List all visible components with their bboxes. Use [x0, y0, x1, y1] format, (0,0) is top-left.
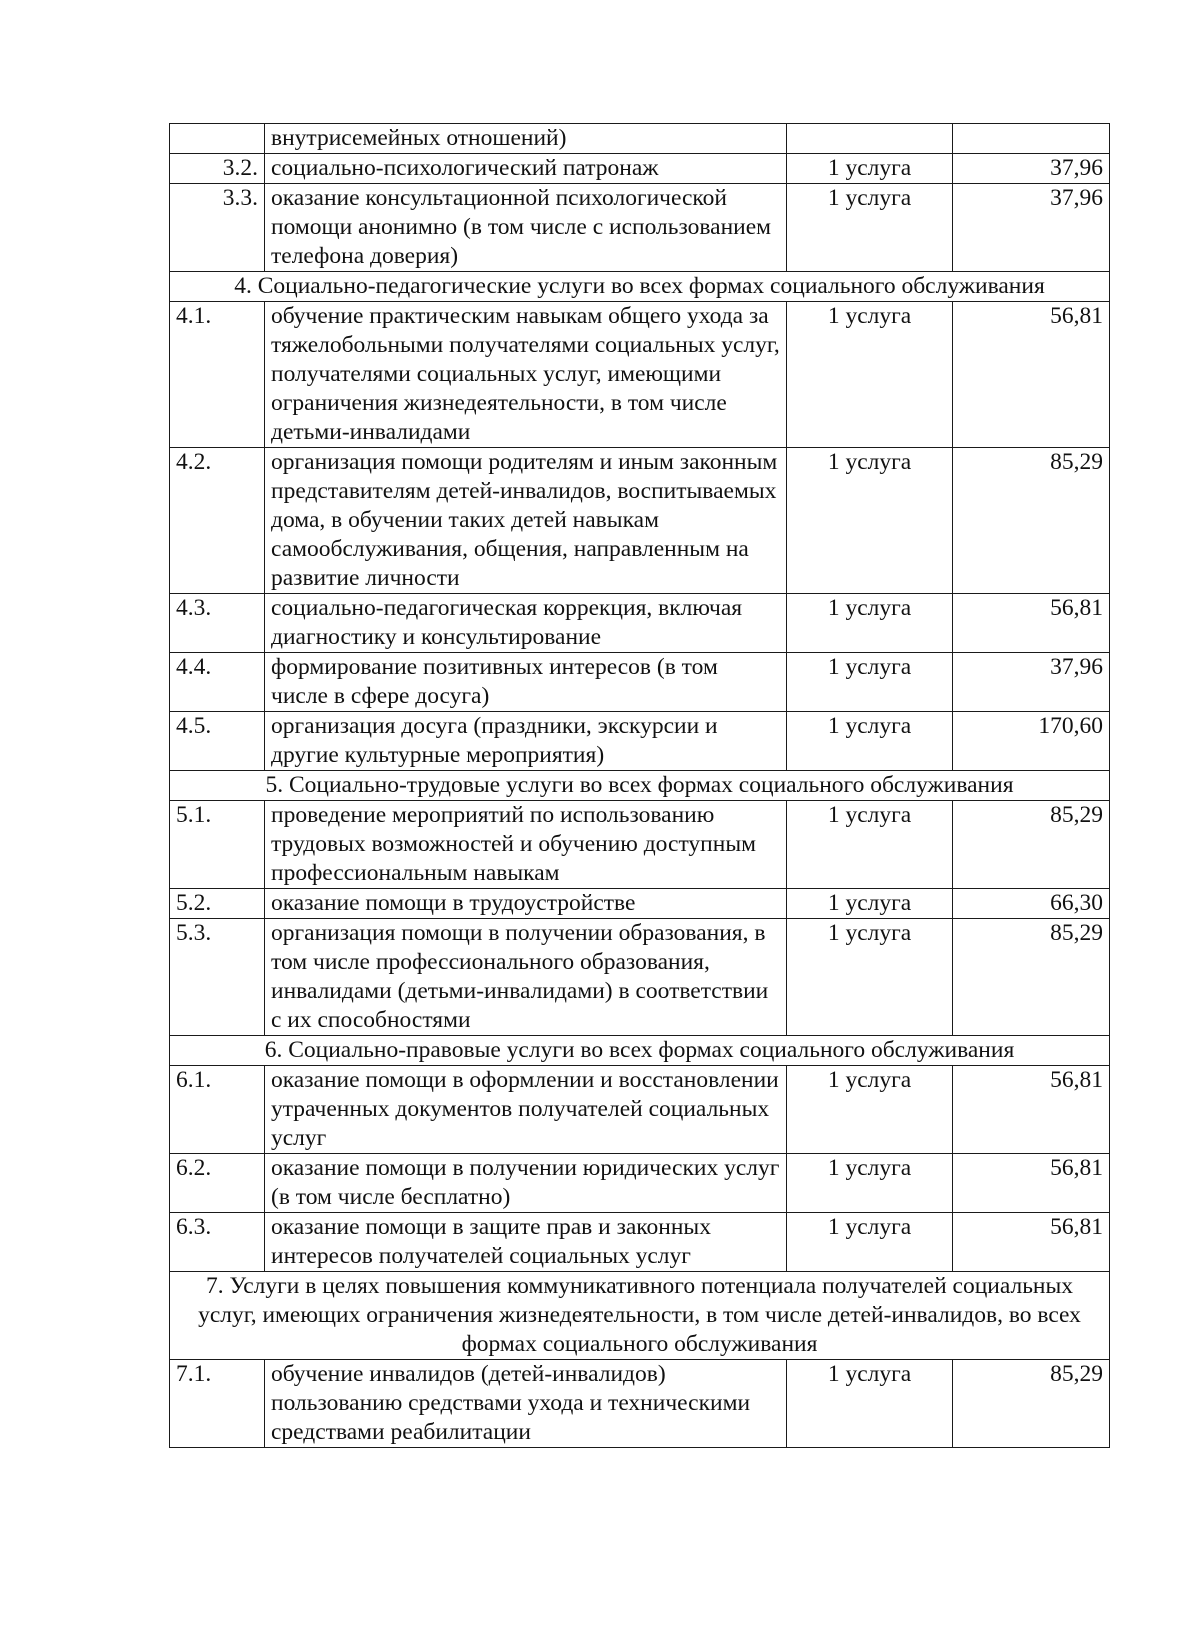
section-header-row	[170, 771, 1110, 801]
row-number: 6.1.	[170, 1066, 265, 1154]
tariff-price: 85,29	[953, 448, 1110, 594]
unit-of-measure: 1 услуга	[787, 302, 953, 448]
unit-of-measure: 1 услуга	[787, 154, 953, 184]
row-number: 3.2.	[170, 154, 265, 184]
service-name: организация помощи в получении образования, в том числе профессионального образования, инвалидами (детьми-инвалидами) в соответствии с их способностями	[265, 919, 787, 1036]
table-row	[170, 124, 1110, 154]
table-row	[170, 1154, 1110, 1213]
tariff-price: 66,30	[953, 889, 1110, 919]
service-name: проведение мероприятий по использованию трудовых возможностей и обучению доступным профессиональным навыкам	[265, 801, 787, 889]
row-number: 5.1.	[170, 801, 265, 889]
row-number: 4.5.	[170, 712, 265, 771]
tariff-price: 56,81	[953, 1213, 1110, 1272]
section-title: 5. Социально-трудовые услуги во всех формах социального обслуживания	[170, 771, 1110, 801]
row-number: 6.3.	[170, 1213, 265, 1272]
tariff-price: 170,60	[953, 712, 1110, 771]
table-row	[170, 919, 1110, 1036]
service-name: оказание помощи в трудоустройстве	[265, 889, 787, 919]
row-number: 4.3.	[170, 594, 265, 653]
service-name: внутрисемейных отношений)	[265, 124, 787, 154]
tariff-price: 56,81	[953, 1154, 1110, 1213]
service-name: обучение практическим навыкам общего ухода за тяжелобольными получателями социальных услуг, получателями социальных услуг, имеющими ограничения жизнедеятельности, в том числе детьми-инвалидами	[265, 302, 787, 448]
table-row	[170, 712, 1110, 771]
unit-of-measure: 1 услуга	[787, 594, 953, 653]
table-row	[170, 1360, 1110, 1448]
row-number: 4.4.	[170, 653, 265, 712]
table-row	[170, 302, 1110, 448]
tariff-price	[953, 124, 1110, 154]
table-row	[170, 889, 1110, 919]
unit-of-measure	[787, 124, 953, 154]
row-number: 4.2.	[170, 448, 265, 594]
row-number: 4.1.	[170, 302, 265, 448]
services-tariff-table	[169, 123, 1110, 1448]
unit-of-measure: 1 услуга	[787, 801, 953, 889]
service-name: оказание помощи в оформлении и восстановлении утраченных документов получателей социальных услуг	[265, 1066, 787, 1154]
row-number: 6.2.	[170, 1154, 265, 1213]
service-name: формирование позитивных интересов (в том числе в сфере досуга)	[265, 653, 787, 712]
row-number: 7.1.	[170, 1360, 265, 1448]
row-number: 5.2.	[170, 889, 265, 919]
table-row	[170, 1213, 1110, 1272]
tariff-price: 37,96	[953, 184, 1110, 272]
service-name: обучение инвалидов (детей-инвалидов) пользованию средствами ухода и техническими средствами реабилитации	[265, 1360, 787, 1448]
unit-of-measure: 1 услуга	[787, 448, 953, 594]
tariff-price: 37,96	[953, 653, 1110, 712]
tariff-price: 56,81	[953, 594, 1110, 653]
service-name: оказание помощи в защите прав и законных интересов получателей социальных услуг	[265, 1213, 787, 1272]
row-number: 5.3.	[170, 919, 265, 1036]
section-header-row	[170, 1272, 1110, 1360]
service-name: оказание консультационной психологической помощи анонимно (в том числе с использованием телефона доверия)	[265, 184, 787, 272]
tariff-price: 56,81	[953, 1066, 1110, 1154]
table-row	[170, 653, 1110, 712]
service-name: организация помощи родителям и иным законным представителям детей-инвалидов, воспитываемых дома, в обучении таких детей навыкам самообслуживания, общения, направленным на развитие личности	[265, 448, 787, 594]
section-title: 4. Социально-педагогические услуги во всех формах социального обслуживания	[170, 272, 1110, 302]
table-body	[170, 124, 1110, 1448]
unit-of-measure: 1 услуга	[787, 889, 953, 919]
unit-of-measure: 1 услуга	[787, 653, 953, 712]
table-row	[170, 1066, 1110, 1154]
service-name: социально-педагогическая коррекция, включая диагностику и консультирование	[265, 594, 787, 653]
unit-of-measure: 1 услуга	[787, 919, 953, 1036]
service-name: оказание помощи в получении юридических услуг (в том числе бесплатно)	[265, 1154, 787, 1213]
table-row	[170, 448, 1110, 594]
service-name: социально-психологический патронаж	[265, 154, 787, 184]
section-title: 6. Социально-правовые услуги во всех формах социального обслуживания	[170, 1036, 1110, 1066]
unit-of-measure: 1 услуга	[787, 712, 953, 771]
row-number: 3.3.	[170, 184, 265, 272]
tariff-price: 85,29	[953, 919, 1110, 1036]
unit-of-measure: 1 услуга	[787, 1154, 953, 1213]
tariff-price: 37,96	[953, 154, 1110, 184]
unit-of-measure: 1 услуга	[787, 1066, 953, 1154]
table-row	[170, 801, 1110, 889]
unit-of-measure: 1 услуга	[787, 1213, 953, 1272]
row-number	[170, 124, 265, 154]
tariff-price: 85,29	[953, 1360, 1110, 1448]
unit-of-measure: 1 услуга	[787, 184, 953, 272]
table-row	[170, 594, 1110, 653]
table-row	[170, 154, 1110, 184]
service-name: организация досуга (праздники, экскурсии и другие культурные мероприятия)	[265, 712, 787, 771]
section-header-row	[170, 1036, 1110, 1066]
tariff-price: 56,81	[953, 302, 1110, 448]
unit-of-measure: 1 услуга	[787, 1360, 953, 1448]
section-header-row	[170, 272, 1110, 302]
tariff-price: 85,29	[953, 801, 1110, 889]
section-title: 7. Услуги в целях повышения коммуникативного потенциала получателей социальных услуг, имеющих ограничения жизнедеятельности, в том числе детей-инвалидов, во всех формах социального обслуживания	[170, 1272, 1110, 1360]
table-row	[170, 184, 1110, 272]
